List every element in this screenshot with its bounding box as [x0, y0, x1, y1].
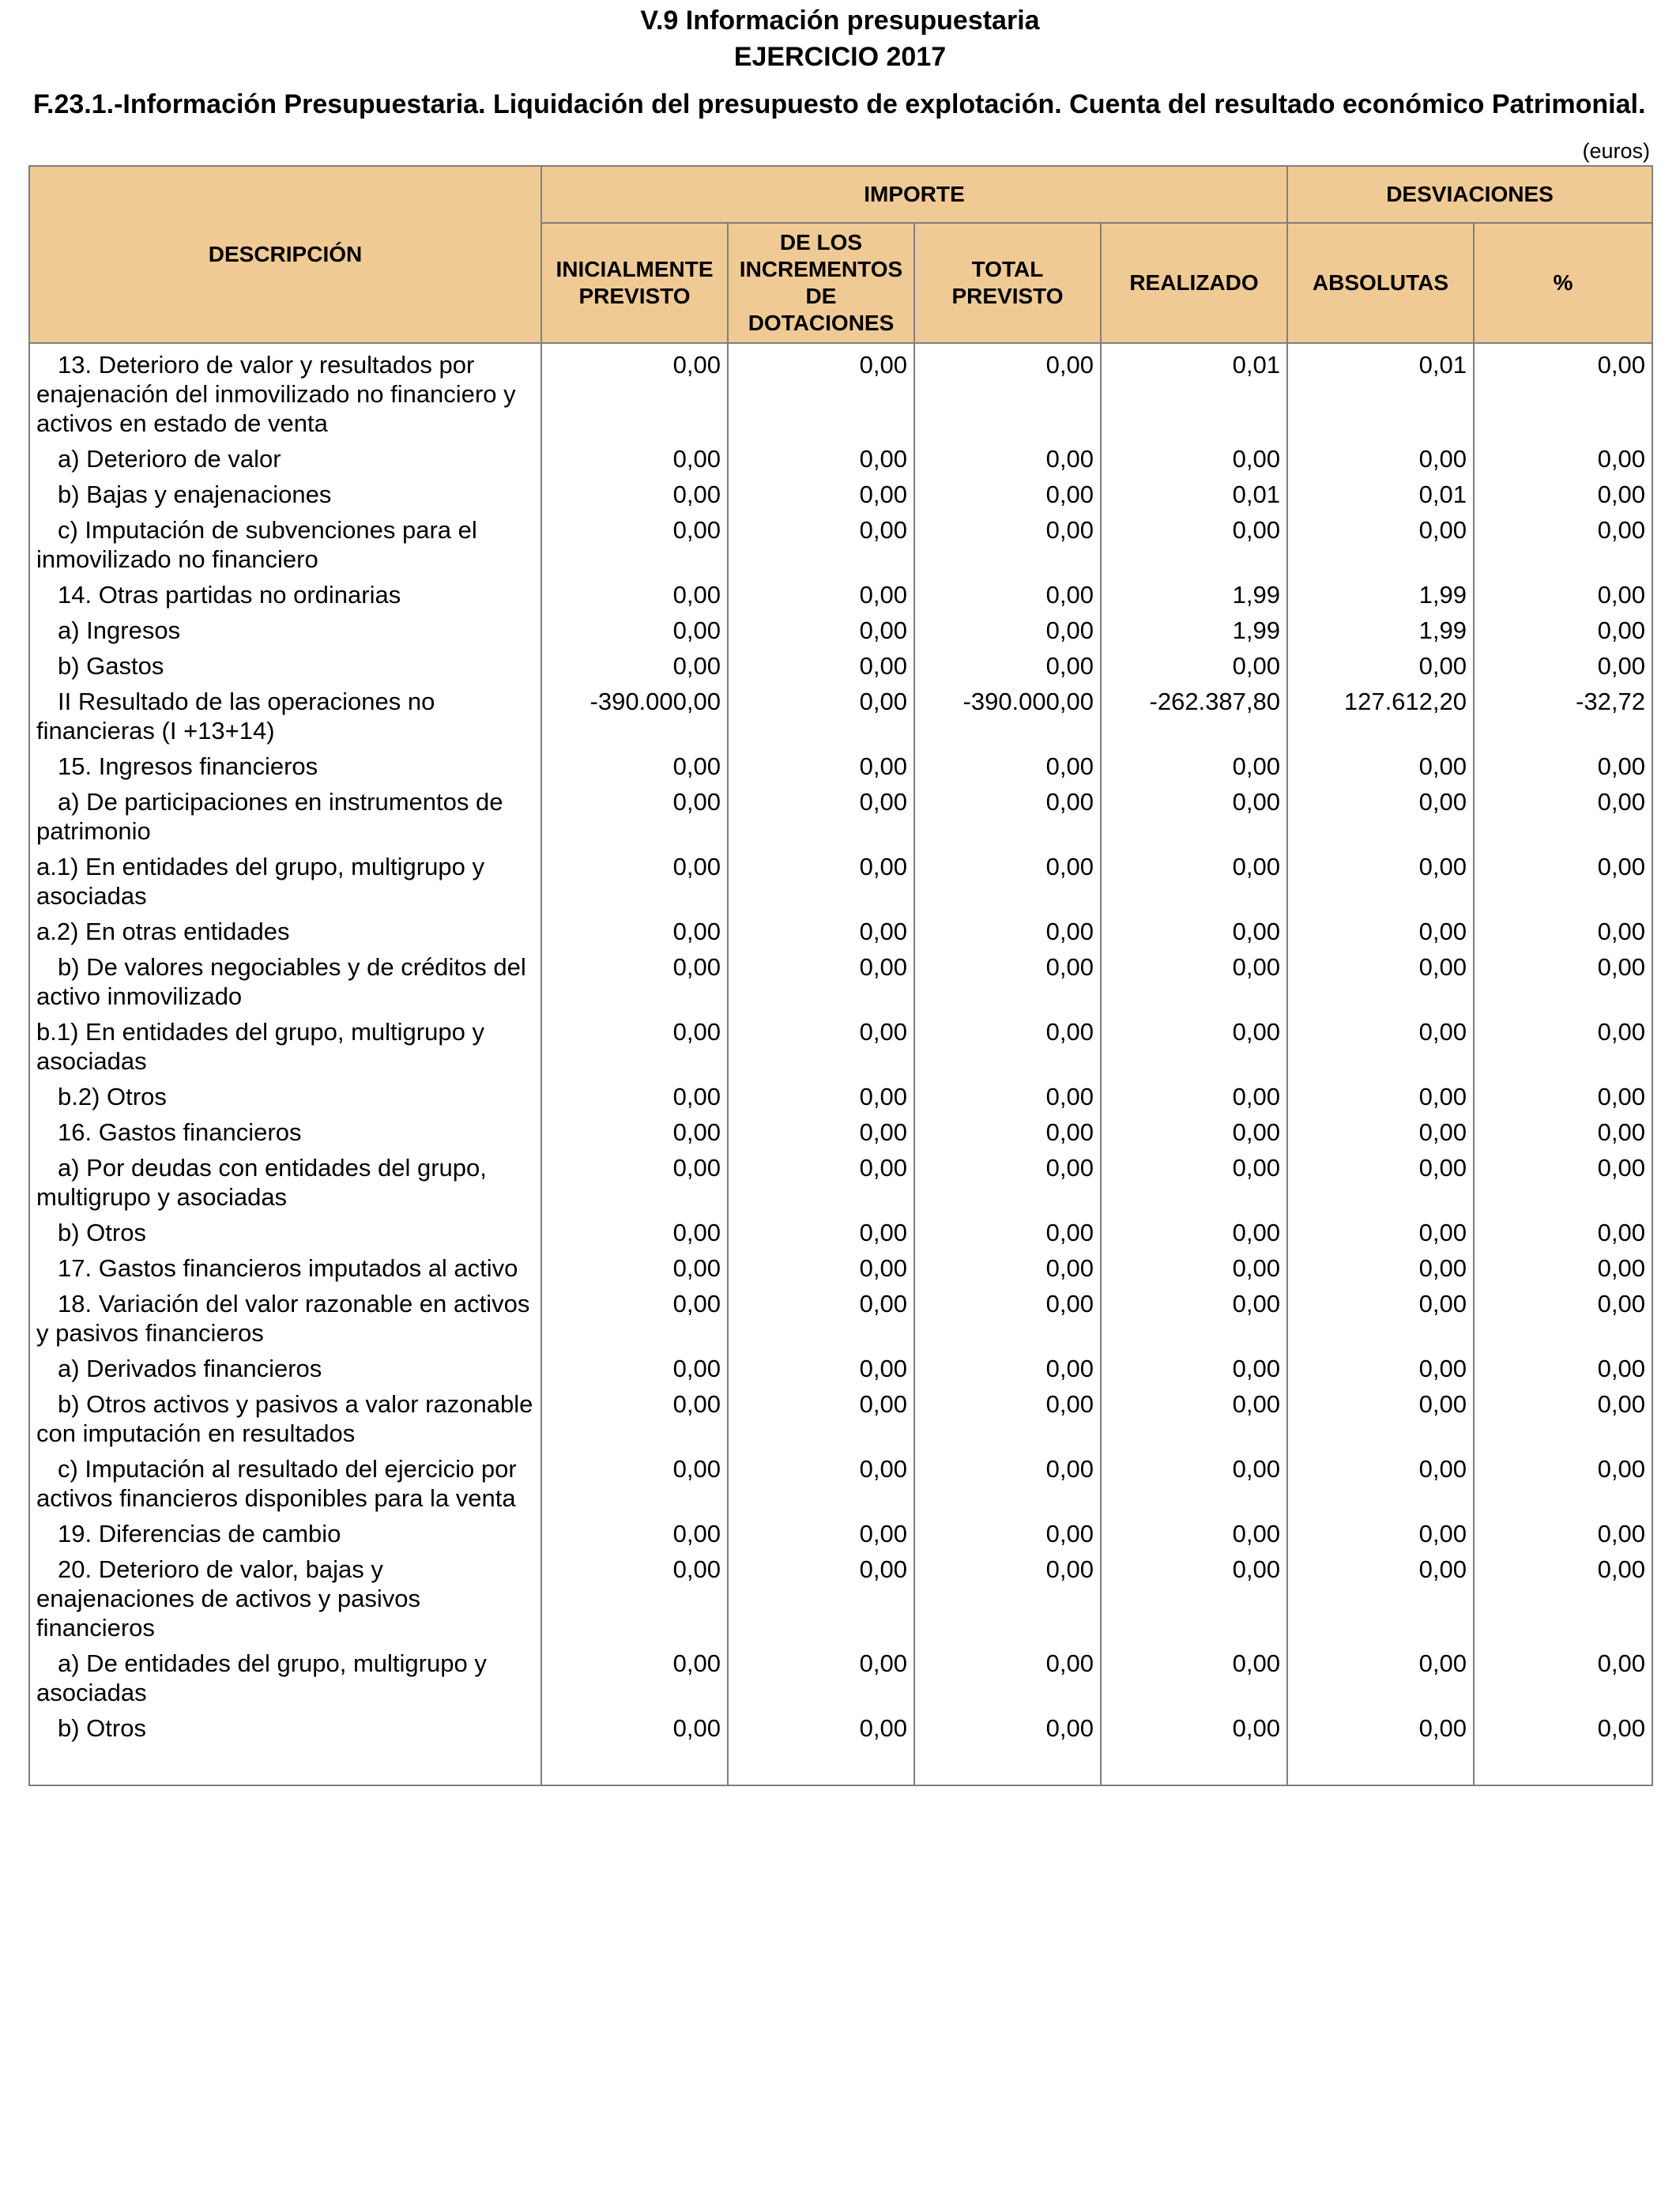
table-row	[29, 343, 1652, 438]
row-value: 0,00	[728, 1111, 914, 1147]
column-header-porcentaje: %	[1474, 223, 1652, 343]
row-value: 0,00	[914, 574, 1101, 609]
row-value: 0,00	[728, 438, 914, 473]
row-value: 0,00	[728, 473, 914, 509]
row-value: 0,01	[1287, 473, 1474, 509]
row-description: b) Otros	[29, 1707, 541, 1785]
row-value: -390.000,00	[914, 680, 1101, 745]
row-value: 0,00	[1474, 645, 1652, 680]
row-value: 0,00	[541, 438, 728, 473]
row-description: 18. Variación del valor razonable en activos y pasivos financieros	[29, 1283, 541, 1348]
row-value: 0,00	[914, 1642, 1101, 1707]
row-value: 0,00	[1474, 1707, 1652, 1785]
row-description: a) Por deudas con entidades del grupo, multigrupo y asociadas	[29, 1147, 541, 1212]
row-value: 0,00	[1287, 745, 1474, 781]
row-value: 0,00	[541, 1111, 728, 1147]
row-value: 0,00	[541, 1283, 728, 1348]
table-row	[29, 1283, 1652, 1348]
row-value: 0,00	[1101, 509, 1287, 574]
row-value: 0,00	[1101, 910, 1287, 946]
row-value: 0,00	[914, 1548, 1101, 1642]
table-row	[29, 1383, 1652, 1448]
column-header-incrementos-dotaciones: DE LOS INCREMENTOS DE DOTACIONES	[728, 223, 914, 343]
row-description: a) De entidades del grupo, multigrupo y asociadas	[29, 1642, 541, 1707]
row-description: a.1) En entidades del grupo, multigrupo y asociadas	[29, 846, 541, 910]
table-row	[29, 1548, 1652, 1642]
table-row	[29, 745, 1652, 781]
row-value: 0,00	[1287, 1011, 1474, 1076]
row-value: 0,00	[914, 745, 1101, 781]
row-value: 0,00	[541, 1247, 728, 1283]
row-value: 0,00	[1474, 1247, 1652, 1283]
row-value: 0,00	[1474, 574, 1652, 609]
row-value: 0,00	[914, 1707, 1101, 1785]
row-value: 0,00	[1101, 1707, 1287, 1785]
row-value: -32,72	[1474, 680, 1652, 745]
row-value: 0,00	[914, 1448, 1101, 1513]
row-description: 19. Diferencias de cambio	[29, 1513, 541, 1548]
row-value: 0,00	[1101, 846, 1287, 910]
row-value: 0,00	[914, 1283, 1101, 1348]
row-value: 0,00	[1287, 1642, 1474, 1707]
row-value: 0,00	[541, 645, 728, 680]
row-value: 0,00	[1101, 1212, 1287, 1247]
row-value: 0,00	[728, 1247, 914, 1283]
row-value: 0,00	[914, 1513, 1101, 1548]
row-value: 0,00	[728, 1283, 914, 1348]
row-value: 0,00	[1287, 509, 1474, 574]
row-value: 0,00	[914, 509, 1101, 574]
row-value: 0,00	[541, 473, 728, 509]
row-value: 0,00	[914, 645, 1101, 680]
row-value: 0,00	[541, 609, 728, 645]
row-value: 0,00	[1287, 438, 1474, 473]
row-value: 0,00	[1287, 1448, 1474, 1513]
row-value: 0,00	[1101, 1548, 1287, 1642]
row-description: b) Bajas y enajenaciones	[29, 473, 541, 509]
table-row	[29, 846, 1652, 910]
row-description: 13. Deterioro de valor y resultados por enajenación del inmovilizado no financiero y activos en estado de venta	[29, 343, 541, 438]
row-value: 1,99	[1101, 574, 1287, 609]
table-row	[29, 645, 1652, 680]
row-value: 0,00	[1474, 1212, 1652, 1247]
budget-table	[28, 165, 1653, 1786]
row-value: 0,00	[1287, 946, 1474, 1011]
column-header-descripcion: DESCRIPCIÓN	[29, 166, 541, 343]
row-value: 0,00	[728, 910, 914, 946]
row-value: 0,00	[914, 609, 1101, 645]
row-value: 0,00	[1474, 1111, 1652, 1147]
row-value: 0,00	[541, 1212, 728, 1247]
row-value: 0,00	[728, 1011, 914, 1076]
row-value: 0,00	[914, 1212, 1101, 1247]
row-value: 0,00	[914, 473, 1101, 509]
row-value: 0,00	[1101, 1111, 1287, 1147]
column-header-inicialmente-previsto: INICIALMENTE PREVISTO	[541, 223, 728, 343]
row-value: 0,00	[1287, 1383, 1474, 1448]
row-value: 127.612,20	[1287, 680, 1474, 745]
table-row	[29, 609, 1652, 645]
row-value: 0,00	[914, 910, 1101, 946]
row-value: 0,00	[1474, 1513, 1652, 1548]
row-value: 0,00	[1474, 1348, 1652, 1383]
row-value: 0,00	[728, 609, 914, 645]
row-value: 0,00	[1287, 1076, 1474, 1111]
row-value: 0,00	[1101, 1283, 1287, 1348]
row-value: 0,00	[1101, 645, 1287, 680]
row-value: 0,00	[728, 1513, 914, 1548]
row-description: 20. Deterioro de valor, bajas y enajenaciones de activos y pasivos financieros	[29, 1548, 541, 1642]
row-value: 0,00	[914, 1348, 1101, 1383]
row-value: 0,00	[728, 1642, 914, 1707]
row-value: 0,00	[728, 1147, 914, 1212]
row-value: 0,00	[1287, 1283, 1474, 1348]
row-value: 0,00	[541, 1348, 728, 1383]
table-row	[29, 473, 1652, 509]
table-row	[29, 1448, 1652, 1513]
row-value: 0,00	[728, 781, 914, 846]
currency-unit: (euros)	[1582, 139, 1650, 163]
table-row	[29, 1076, 1652, 1111]
table-row	[29, 910, 1652, 946]
row-value: 0,00	[1287, 1111, 1474, 1147]
row-value: 0,00	[541, 1642, 728, 1707]
row-value: 0,00	[728, 1707, 914, 1785]
row-value: 0,00	[1474, 846, 1652, 910]
row-value: 0,00	[541, 574, 728, 609]
row-description: b) Otros	[29, 1212, 541, 1247]
row-value: 0,00	[1474, 509, 1652, 574]
table-row	[29, 1212, 1652, 1247]
row-value: 0,00	[728, 1548, 914, 1642]
row-value: 0,00	[914, 1076, 1101, 1111]
row-value: 0,00	[914, 946, 1101, 1011]
table-row	[29, 509, 1652, 574]
row-value: 0,00	[728, 1076, 914, 1111]
row-value: 0,00	[914, 1011, 1101, 1076]
table-row	[29, 1642, 1652, 1707]
row-value: 0,00	[541, 1448, 728, 1513]
row-value: 0,00	[914, 1111, 1101, 1147]
row-value: 0,00	[1101, 1513, 1287, 1548]
table-body	[29, 343, 1652, 1785]
table-row	[29, 1011, 1652, 1076]
row-value: 0,00	[541, 1383, 728, 1448]
row-value: 0,00	[728, 680, 914, 745]
row-value: 0,00	[728, 1383, 914, 1448]
row-value: 0,00	[1474, 1448, 1652, 1513]
row-description: a) Derivados financieros	[29, 1348, 541, 1383]
row-value: 0,01	[1101, 343, 1287, 438]
table-row	[29, 1111, 1652, 1147]
row-value: 0,00	[541, 745, 728, 781]
fiscal-year-title: EJERCICIO 2017	[733, 42, 947, 72]
row-value: 0,00	[1101, 1011, 1287, 1076]
row-value: 0,00	[541, 1707, 728, 1785]
row-value: 0,00	[1101, 745, 1287, 781]
row-value: 0,00	[728, 1348, 914, 1383]
row-value: 0,00	[541, 910, 728, 946]
table-row	[29, 1247, 1652, 1283]
row-value: 1,99	[1287, 609, 1474, 645]
row-value: 0,00	[914, 1147, 1101, 1212]
row-value: 0,00	[728, 645, 914, 680]
row-value: 0,00	[728, 946, 914, 1011]
row-description: b) De valores negociables y de créditos del activo inmovilizado	[29, 946, 541, 1011]
row-value: 0,00	[1101, 1147, 1287, 1212]
row-description: c) Imputación de subvenciones para el inmovilizado no financiero	[29, 509, 541, 574]
table-row	[29, 1707, 1652, 1785]
table-header-row-groups	[29, 166, 1652, 223]
row-value: 0,00	[1287, 1212, 1474, 1247]
row-value: 0,00	[1474, 343, 1652, 438]
row-value: 0,01	[1287, 343, 1474, 438]
table-row	[29, 781, 1652, 846]
row-value: 0,00	[1101, 1348, 1287, 1383]
column-header-total-previsto: TOTAL PREVISTO	[914, 223, 1101, 343]
row-value: 0,00	[1287, 910, 1474, 946]
row-value: 0,00	[1101, 1448, 1287, 1513]
row-description: II Resultado de las operaciones no financieras (I +13+14)	[29, 680, 541, 745]
row-value: 0,00	[914, 1247, 1101, 1283]
row-description: a) De participaciones en instrumentos de patrimonio	[29, 781, 541, 846]
row-value: 0,00	[541, 1147, 728, 1212]
column-group-desviaciones: DESVIACIONES	[1287, 166, 1652, 223]
row-value: 0,00	[541, 343, 728, 438]
row-value: 0,00	[1287, 1147, 1474, 1212]
row-value: 0,00	[1287, 1513, 1474, 1548]
row-value: 0,00	[1287, 645, 1474, 680]
row-value: 0,00	[541, 1011, 728, 1076]
row-value: 0,00	[1101, 781, 1287, 846]
row-value: 0,00	[914, 846, 1101, 910]
row-value: 0,00	[728, 343, 914, 438]
row-value: 0,00	[1474, 1011, 1652, 1076]
row-value: 0,01	[1101, 473, 1287, 509]
row-value: 0,00	[541, 1076, 728, 1111]
row-description: a) Ingresos	[29, 609, 541, 645]
row-description: b.1) En entidades del grupo, multigrupo y asociadas	[29, 1011, 541, 1076]
row-value: 0,00	[1474, 438, 1652, 473]
row-value: 0,00	[1287, 1548, 1474, 1642]
table-row	[29, 946, 1652, 1011]
column-header-realizado: REALIZADO	[1101, 223, 1287, 343]
table-row	[29, 1147, 1652, 1212]
table-row	[29, 1348, 1652, 1383]
row-value: 0,00	[914, 438, 1101, 473]
row-value: 0,00	[1474, 1076, 1652, 1111]
row-value: 0,00	[1474, 910, 1652, 946]
row-description: 14. Otras partidas no ordinarias	[29, 574, 541, 609]
row-value: 0,00	[1101, 1383, 1287, 1448]
row-value: 0,00	[541, 509, 728, 574]
row-value: 0,00	[728, 1448, 914, 1513]
column-header-absolutas: ABSOLUTAS	[1287, 223, 1474, 343]
table-row	[29, 1513, 1652, 1548]
row-value: 0,00	[728, 846, 914, 910]
row-value: 0,00	[1101, 438, 1287, 473]
row-description: 16. Gastos financieros	[29, 1111, 541, 1147]
table-row	[29, 680, 1652, 745]
row-value: 0,00	[1287, 846, 1474, 910]
table-row	[29, 574, 1652, 609]
row-description: a.2) En otras entidades	[29, 910, 541, 946]
row-value: 0,00	[1287, 1707, 1474, 1785]
row-value: 0,00	[728, 745, 914, 781]
report-subtitle: F.23.1.-Información Presupuestaria. Liquidación del presupuesto de explotación. Cuenta del resultado económico Patrimonial.	[33, 89, 1646, 119]
row-value: 0,00	[541, 1513, 728, 1548]
row-value: 0,00	[541, 846, 728, 910]
row-value: -390.000,00	[541, 680, 728, 745]
row-value: 0,00	[1474, 745, 1652, 781]
row-description: 17. Gastos financieros imputados al activo	[29, 1247, 541, 1283]
row-value: 0,00	[728, 1212, 914, 1247]
row-value: 0,00	[1474, 781, 1652, 846]
row-value: 0,00	[541, 946, 728, 1011]
row-value: 0,00	[1101, 1642, 1287, 1707]
row-value: 0,00	[541, 781, 728, 846]
row-value: 0,00	[1474, 473, 1652, 509]
row-value: 0,00	[1474, 1147, 1652, 1212]
row-value: -262.387,80	[1101, 680, 1287, 745]
row-value: 1,99	[1287, 574, 1474, 609]
row-value: 0,00	[1474, 946, 1652, 1011]
row-description: b) Otros activos y pasivos a valor razonable con imputación en resultados	[29, 1383, 541, 1448]
row-description: b.2) Otros	[29, 1076, 541, 1111]
row-value: 0,00	[728, 574, 914, 609]
row-value: 0,00	[1101, 1247, 1287, 1283]
row-value: 0,00	[1474, 1642, 1652, 1707]
row-value: 0,00	[914, 781, 1101, 846]
row-description: c) Imputación al resultado del ejercicio por activos financieros disponibles para la venta	[29, 1448, 541, 1513]
row-value: 0,00	[1287, 781, 1474, 846]
row-value: 0,00	[1101, 946, 1287, 1011]
row-description: a) Deterioro de valor	[29, 438, 541, 473]
row-value: 0,00	[541, 1548, 728, 1642]
section-title: V.9 Información presupuestaria	[640, 6, 1040, 36]
row-value: 0,00	[1474, 1283, 1652, 1348]
row-value: 0,00	[1474, 1383, 1652, 1448]
row-value: 0,00	[1287, 1348, 1474, 1383]
row-value: 0,00	[914, 343, 1101, 438]
row-value: 0,00	[1474, 1548, 1652, 1642]
row-description: 15. Ingresos financieros	[29, 745, 541, 781]
row-value: 0,00	[1287, 1247, 1474, 1283]
table-row	[29, 438, 1652, 473]
column-group-importe: IMPORTE	[541, 166, 1287, 223]
row-value: 0,00	[1474, 609, 1652, 645]
row-value: 1,99	[1101, 609, 1287, 645]
row-value: 0,00	[728, 509, 914, 574]
row-value: 0,00	[914, 1383, 1101, 1448]
row-description: b) Gastos	[29, 645, 541, 680]
row-value: 0,00	[1101, 1076, 1287, 1111]
